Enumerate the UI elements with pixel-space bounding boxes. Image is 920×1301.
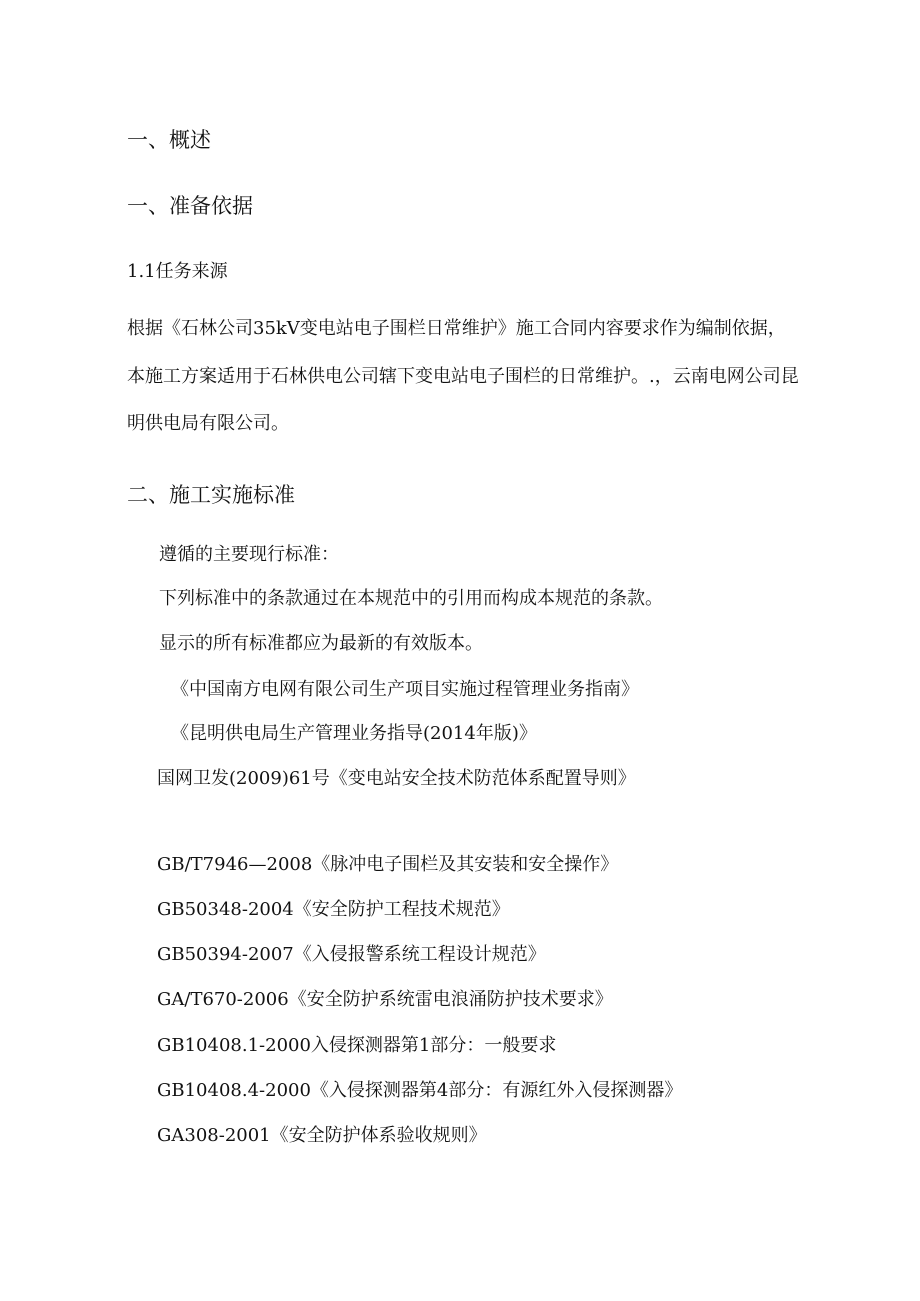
paragraph-line-3: 明供电局有限公司。: [127, 413, 289, 434]
heading-overview: 一、概述: [127, 128, 211, 152]
gb-standard-item: GB50348-2004《安全防护工程技术规范》: [157, 899, 510, 920]
standards-intro-line: 下列标准中的条款通过在本规范中的引用而构成本规范的条款。: [159, 588, 663, 609]
paragraph-line-2: 本施工方案适用于石林供电公司辖下变电站电子围栏的日常维护。.，云南电网公司昆: [127, 366, 799, 387]
standards-intro-line: 显示的所有标准都应为最新的有效版本。: [159, 633, 483, 654]
standard-item: 《中国南方电网有限公司生产项目实施过程管理业务指南》: [171, 679, 639, 700]
paragraph-line-1: 根据《石林公司35kV变电站电子围栏日常维护》施工合同内容要求作为编制依据，: [127, 318, 786, 339]
gb-standard-item: GB50394-2007《入侵报警系统工程设计规范》: [157, 944, 546, 965]
gb-standard-item: GA/T670-2006《安全防护系统雷电浪涌防护技术要求》: [157, 989, 613, 1010]
heading-standards: 二、施工实施标准: [127, 483, 295, 507]
gb-standard-item: GB10408.4-2000《入侵探测器第4部分：有源红外入侵探测器》: [157, 1080, 683, 1101]
heading-basis: 一、准备依据: [127, 194, 253, 218]
gb-standard-item: GB/T7946—2008《脉冲电子围栏及其安装和安全操作》: [157, 854, 619, 875]
subheading-task-source: 1.1任务来源: [127, 261, 228, 282]
gb-standard-item: GA308-2001《安全防护体系验收规则》: [157, 1125, 487, 1146]
standard-item: 《昆明供电局生产管理业务指导(2014年版)》: [171, 723, 537, 744]
gb-standard-item: GB10408.1-2000入侵探测器第1部分：一般要求: [157, 1035, 557, 1056]
standards-intro-line: 遵循的主要现行标准：: [159, 544, 339, 565]
standard-item: 国网卫发(2009)61号《变电站安全技术防范体系配置导则》: [157, 768, 636, 789]
